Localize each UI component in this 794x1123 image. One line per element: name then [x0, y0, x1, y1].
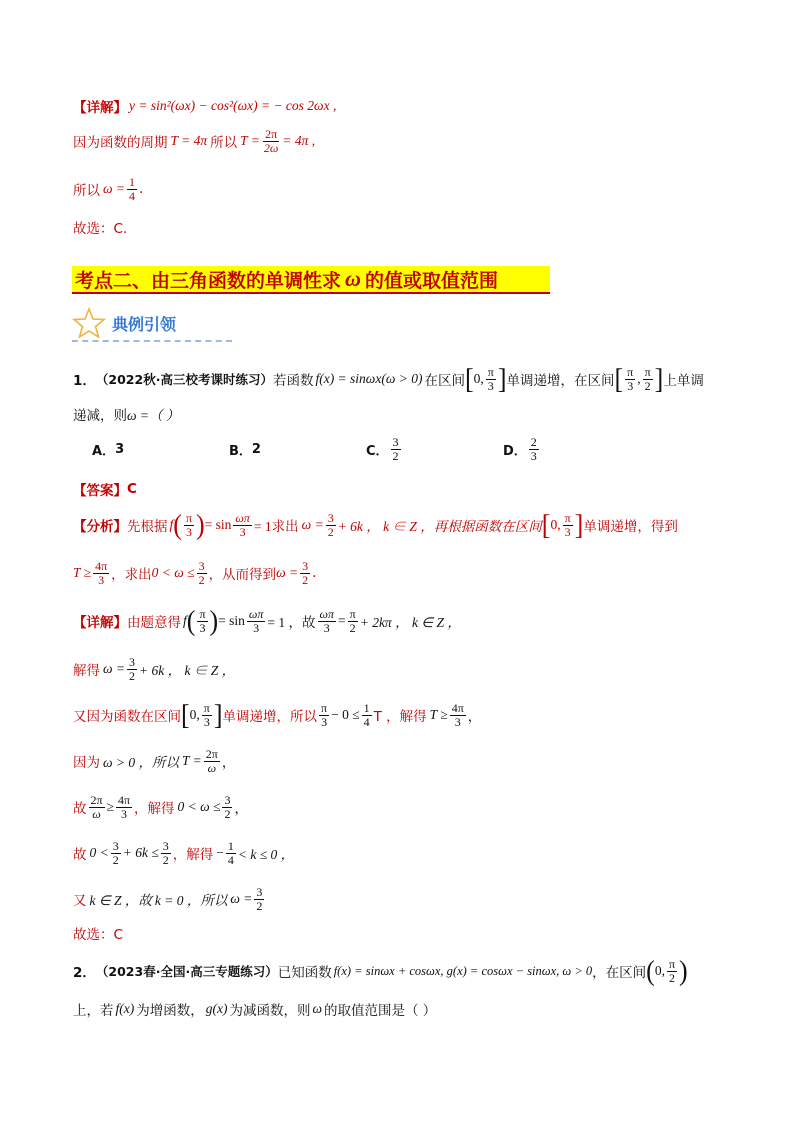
detail-line-2: 【详解】 由题意得 f ( $\frac{\pi}{3}$ ) = sin $\frac{\omega\pi}{3}$ = 1 ，故 $\frac{\omega\pi}{3}$ = $\frac{\pi}{2}$ + 2kπ ， k ∈ Z ，: [73, 604, 461, 637]
q1-line-2: [73, 404, 179, 424]
heading-before: 考点二、由三角函数的单调性求: [75, 269, 342, 292]
solve-line-1: 解得 ω = $\frac{3}{2}$ + 6k ， k ∈ Z ，: [73, 655, 236, 683]
so-text: 所以: [73, 183, 100, 200]
section-divider: [72, 340, 232, 342]
q2-source: （2023春·全国·高三专题练习）: [95, 964, 278, 980]
q2-line-1: 2． （2023春·全国·高三专题练习） 已知函数 f(x) = sinωx + cosωx, g(x) = cosωx − sinωx, ω > 0 ，在区间 ( 0, $\frac{\pi}{2}$ ): [73, 954, 688, 987]
detail-formula: y = sin²(ωx) − cos²(ωx) = − cos 2ωx ,: [129, 98, 337, 113]
period-fraction: $\frac{2\pi}{2\omega}$: [263, 127, 279, 155]
heading-omega: ω: [345, 266, 361, 291]
q1-choices: [92, 436, 541, 462]
q2-func: f(x) = sinωx + cosωx, g(x) = cosωx − sinωx, ω > 0: [333, 963, 593, 978]
period-mid: 所以: [210, 135, 238, 152]
choice-d[interactable]: D． $\frac{2}{3}$: [503, 435, 537, 463]
q1-number: 1．: [73, 373, 96, 390]
so-omega: ω =: [103, 181, 126, 197]
period-t1: T = 4π: [170, 133, 208, 149]
q1-interval1-start: 0,: [473, 371, 484, 387]
answer-line-2: 故选：C: [73, 927, 123, 943]
q1-text-c: 单调递增，在区间: [506, 373, 615, 390]
detail-line-1: [73, 96, 336, 116]
analysis-line-1: 【分析】 先根据 f ( $\frac{\pi}{3}$ ) = sin $\frac{\omega\pi}{3}$ = 1求出 ω = $\frac{3}{2}$ + 6k ， k ∈ Z ，再根据函数在区间 [ 0, $\frac{\pi}{3}$ ] 单调递增，得到: [73, 508, 678, 541]
choice-b[interactable]: B． 2: [229, 441, 261, 459]
hence-line: 故 $\frac{2\pi}{\omega}$ ≥ $\frac{4\pi}{3}$ ，解得 0 < ω ≤ $\frac{3}{2}$ ，: [73, 793, 248, 821]
example-label: 典例引领: [112, 314, 177, 334]
answer-value: C: [127, 481, 137, 497]
q1-line2-omega: ω =（ ）: [127, 408, 180, 423]
period-tail: = 4π ,: [282, 133, 316, 149]
because-line: 因为 ω > 0 ，所以 T = $\frac{2\pi}{\omega}$ ，: [73, 747, 236, 775]
q2-number: 2．: [73, 965, 96, 982]
analysis-tag: 【分析】: [73, 519, 127, 536]
q2-text-b: ，在区间: [592, 965, 647, 982]
period-line: [73, 128, 315, 154]
star-icon: [72, 307, 106, 339]
section-heading: [72, 266, 550, 294]
q1-line-1: 1． （2022秋·高三校考课时练习） 若函数 f(x) = sinωx(ω > 0) 在区间 [ 0, $\frac{\pi}{3}$ ] 单调递增，在区间 [ $\frac{\pi}{3}$ , $\frac{\pi}{2}$ ] 上单调: [73, 362, 704, 395]
answer-tag: 【答案】: [73, 483, 127, 499]
answer-line-1: 故选：C.: [73, 221, 128, 237]
analysis-line-2: T ≥ $\frac{4\pi}{3}$ ，求出 0 < ω ≤ $\frac{3}{2}$ ，从而得到 ω = $\frac{3}{2}$ .: [73, 559, 317, 587]
choice-a[interactable]: A． 3: [92, 441, 125, 459]
so-line: [73, 176, 143, 202]
period-text: 因为函数的周期: [73, 135, 168, 152]
q1-text-d: 上单调: [663, 373, 704, 390]
detail2-tag: 【详解】: [73, 615, 127, 632]
example-section-title: [72, 307, 176, 339]
again-line: 又因为函数在区间 [ 0, $\frac{\pi}{3}$ ] 单调递增，所以 $\frac{\pi}{3}$ − 0 ≤ $\frac{1}{4}$ T ，解得 T ≥ $\frac{4\pi}{3}$ ，: [73, 698, 482, 731]
q1-line2-text: 递减，则: [73, 408, 127, 424]
q1-text-a: 若函数: [272, 373, 314, 390]
hence2-line: 故 0 < $\frac{3}{2}$ + 6k ≤ $\frac{3}{2}$ ，解得 − $\frac{1}{4}$ < k ≤ 0 ，: [73, 839, 295, 867]
heading-after: 的值或取值范围: [364, 269, 498, 292]
q2-line-2: 上，若 f(x) 为增函数， g(x) 为减函数，则 ω 的取值范围是（ ）: [73, 1001, 437, 1019]
q1-func: f(x) = sinωx(ω > 0): [315, 371, 423, 387]
choice-c[interactable]: C． $\frac{3}{2}$: [366, 435, 399, 463]
period-t2: T =: [240, 133, 260, 149]
detail-tag: 【详解】: [73, 100, 127, 116]
q1-text-b: 在区间: [424, 373, 465, 390]
q2-text-a: 已知函数: [277, 965, 332, 982]
also-line: 又 k ∈ Z ，故 k = 0 ，所以 ω = $\frac{3}{2}$: [73, 885, 263, 913]
q1-source: （2022秋·高三校考课时练习）: [95, 372, 273, 388]
so-tail: .: [139, 181, 144, 198]
answer-row: [73, 479, 137, 499]
so-fraction: $\frac{1}{4}$: [129, 175, 136, 203]
